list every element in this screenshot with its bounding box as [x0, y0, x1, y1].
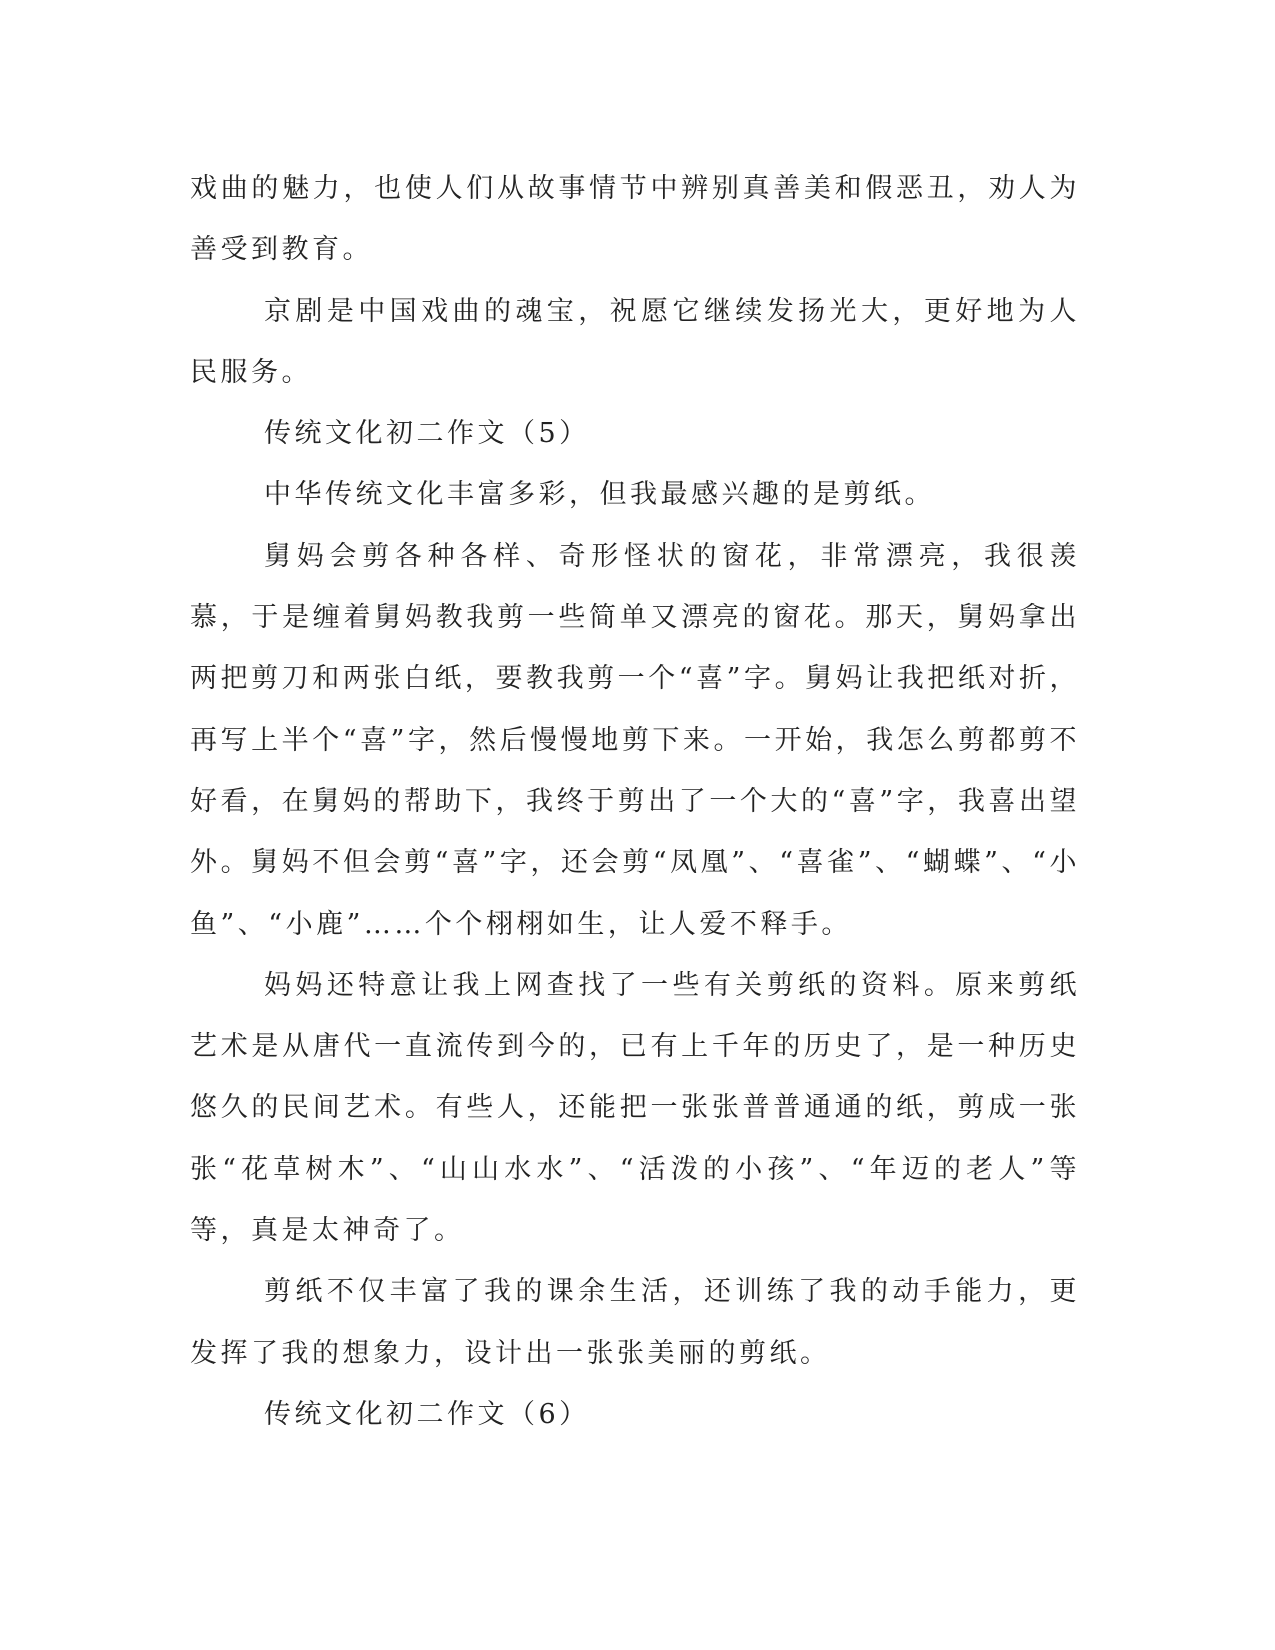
paragraph-aunt-paper-cutting: 舅妈会剪各种各样、奇形怪状的窗花，非常漂亮，我很羡慕，于是缠着舅妈教我剪一些简单又漂亮的窗花。那天，舅妈拿出两把剪刀和两张白纸，要教我剪一个“喜”字。舅妈让我把纸对折，再写上半个“喜”字，然后慢慢地剪下来。一开始，我怎么剪都剪不好看，在舅妈的帮助下，我终于剪出了一个大的“喜”字，我喜出望外。舅妈不但会剪“喜”字，还会剪“凤凰”、“喜雀”、“蝴蝶”、“小鱼”、“小鹿”……个个栩栩如生，让人爱不释手。 [190, 540, 1080, 940]
paragraph-opera-charm: 戏曲的魅力，也使人们从故事情节中辨别真善美和假恶丑，劝人为善受到教育。 [190, 173, 1080, 266]
essay-heading-6: 传统文化初二作文（6） [264, 1398, 590, 1430]
paragraph-paper-cutting-benefits: 剪纸不仅丰富了我的课余生活，还训练了我的动手能力，更发挥了我的想象力，设计出一张张美丽的剪纸。 [190, 1276, 1080, 1369]
paragraph-paper-cutting-history: 妈妈还特意让我上网查找了一些有关剪纸的资料。原来剪纸艺术是从唐代一直流传到今的，已有上千年的历史了，是一种历史悠久的民间艺术。有些人，还能把一张张普普通通的纸，剪成一张张“花草树木”、“山山水水”、“活泼的小孩”、“年迈的老人”等等，真是太神奇了。 [190, 969, 1080, 1247]
paragraph-paper-cutting-intro: 中华传统文化丰富多彩，但我最感兴趣的是剪纸。 [264, 479, 935, 511]
document-page [190, 158, 1080, 1445]
paragraph-peking-opera: 京剧是中国戏曲的魂宝，祝愿它继续发扬光大，更好地为人民服务。 [190, 295, 1080, 388]
essay-heading-5: 传统文化初二作文（5） [264, 418, 590, 450]
